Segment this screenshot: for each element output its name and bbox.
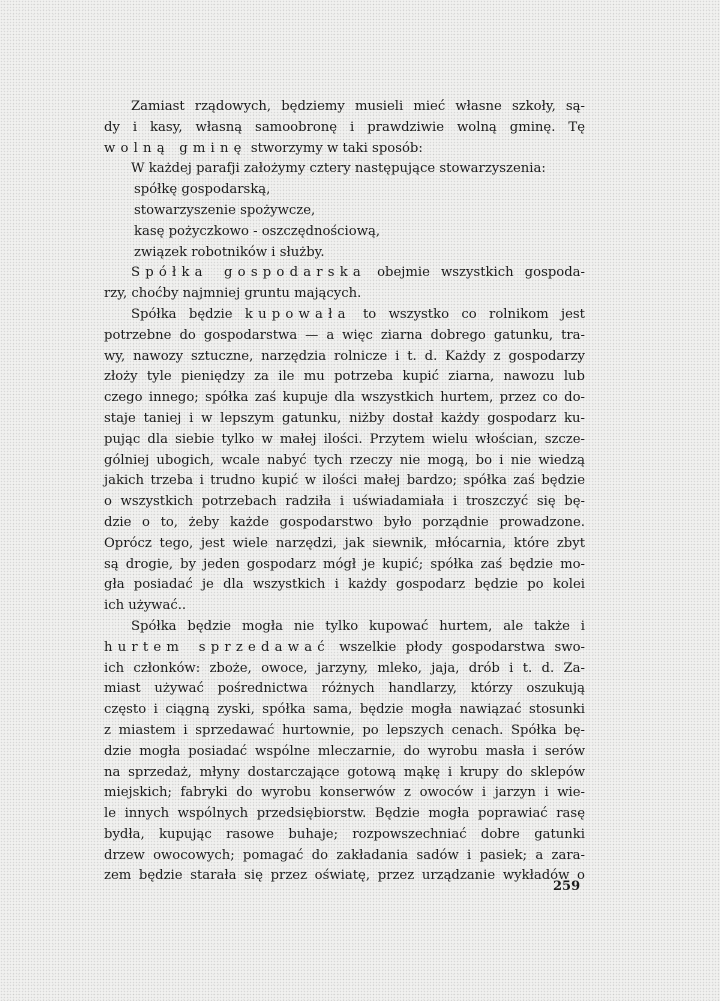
text-span: dzie mogła posiadać wspólne mleczarnie, do wyrobu masła i serów xyxy=(104,743,585,759)
page-text-block xyxy=(104,97,585,887)
text-span: Oprócz tego, jest wiele narzędzi, jak siewnik, młócarnia, które zbyt xyxy=(104,535,585,551)
paragraph-line xyxy=(104,763,585,784)
paragraph-line xyxy=(104,866,585,887)
text-span: o wszystkich potrzebach radziła i uświadamiała i troszczyć się bę- xyxy=(104,494,585,510)
text-span: często i ciągną zyski, spółka sama, będzie mogła nawiązać stosunki xyxy=(104,702,585,718)
paragraph-line xyxy=(104,700,585,721)
list-item xyxy=(104,201,585,222)
paragraph-line xyxy=(104,305,585,326)
paragraph-line xyxy=(104,388,585,409)
text-span: rzy, choćby najmniej gruntu mających. xyxy=(104,286,362,302)
paragraph-line xyxy=(104,679,585,700)
paragraph-line xyxy=(104,555,585,576)
text-span: dy i kasy, własną samoobronę i prawdziwie wolną gminę. Tę xyxy=(104,119,585,135)
paragraph-line xyxy=(104,596,585,617)
paragraph-line xyxy=(104,471,585,492)
text-span: gła posiadać je dla wszystkich i każdy gospodarz będzie po kolei xyxy=(104,577,585,593)
text-span: drzew owocowych; pomagać do zakładania sadów i pasiek; a zara- xyxy=(104,847,585,863)
paragraph-line xyxy=(104,534,585,555)
text-span: bydła, kupując rasowe buhaje; rozpowszechniać dobre gatunki xyxy=(104,826,585,842)
paragraph-line xyxy=(104,804,585,825)
text-span: związek robotników i służby. xyxy=(134,244,325,260)
text-span: na sprzedaż, młyny dostarczające gotową mąkę i krupy do sklepów xyxy=(104,764,585,780)
text-span: wy, nawozy sztuczne, narzędzia rolnicze i t. d. Każdy z gospodarzy xyxy=(104,348,585,364)
text-span: jakich trzeba i trudno kupić w ilości małej bardzo; spółka zaś będzie xyxy=(104,473,585,489)
paragraph-line xyxy=(104,263,585,284)
text-span: ich używać.. xyxy=(104,598,187,614)
paragraph-line xyxy=(104,617,585,638)
text-span: Zamiast rządowych, będziemy musieli mieć własne szkoły, są- xyxy=(131,99,585,114)
text-span: Spółka będzie xyxy=(131,306,233,322)
text-span: pując dla siebie tylko w małej ilości. Przytem wielu włościan, szcze- xyxy=(104,431,585,447)
spaced-emphasis: Spółka gospodarska xyxy=(131,265,366,281)
paragraph-line xyxy=(104,159,585,180)
paragraph-line xyxy=(104,367,585,388)
text-span: potrzebne do gospodarstwa — a więc ziarna dobrego gatunku, tra- xyxy=(104,327,585,343)
paragraph-line xyxy=(104,721,585,742)
paragraph-line xyxy=(104,139,585,160)
list-item xyxy=(104,243,585,264)
paragraph-line xyxy=(104,742,585,763)
text-span: złoży tyle pieniędzy za ile mu potrzeba kupić ziarna, nawozu lub xyxy=(104,369,585,385)
paragraph-line xyxy=(104,430,585,451)
text-span: czego innego; spółka zaś kupuje dla wszystkich hurtem, przez co do- xyxy=(104,390,585,406)
spaced-emphasis: kupowała xyxy=(244,306,351,322)
spaced-emphasis: wolną gminę xyxy=(104,140,247,156)
text-span: dzie o to, żeby każde gospodarstwo było porządnie prowadzone. xyxy=(104,514,585,530)
paragraph-line xyxy=(104,575,585,596)
text-span: wszelkie płody gospodarstwa swo- xyxy=(339,639,585,655)
text-span: miast używać pośrednictwa różnych handlarzy, którzy oszukują xyxy=(104,681,585,697)
text-span: zem będzie starała się przez oświatę, przez urządzanie wykładów o xyxy=(104,868,585,884)
text-span: spółkę gospodarską, xyxy=(134,182,271,198)
paragraph-line xyxy=(104,513,585,534)
text-span: stowarzyszenie spożywcze, xyxy=(134,202,316,218)
paragraph-line xyxy=(104,638,585,659)
spaced-emphasis: hurtem sprzedawać xyxy=(104,639,330,655)
text-span: stworzymy w taki sposób: xyxy=(250,140,423,156)
text-span: z miastem i sprzedawać hurtownie, po lepszych cenach. Spółka bę- xyxy=(104,722,585,738)
text-span: Spółka będzie mogła nie tylko kupować hurtem, ale także i xyxy=(131,618,585,634)
text-span: obejmie wszystkich gospoda- xyxy=(377,265,585,281)
paragraph-line xyxy=(104,492,585,513)
paragraph-line xyxy=(104,118,585,139)
text-span: le innych wspólnych przedsiębiorstw. Będzie mogła poprawiać rasę xyxy=(104,806,585,822)
paragraph-line xyxy=(104,326,585,347)
text-span: ich członków: zboże, owoce, jarzyny, mleko, jaja, drób i t. d. Za- xyxy=(104,660,585,676)
paragraph-line xyxy=(104,284,585,305)
paragraph-line xyxy=(104,409,585,430)
text-span: W każdej parafji założymy cztery następujące stowarzyszenia: xyxy=(131,161,546,177)
paragraph-line xyxy=(104,846,585,867)
list-item xyxy=(104,222,585,243)
text-span: miejskich; fabryki do wyrobu konserwów z owoców i jarzyn i wie- xyxy=(104,785,585,801)
page-number: 259 xyxy=(553,879,581,894)
text-span: staje taniej i w lepszym gatunku, niżby dostał każdy gospodarz ku- xyxy=(104,410,585,426)
text-span: gólniej ubogich, wcale nabyć tych rzeczy nie mogą, bo i nie wiedzą xyxy=(104,452,585,468)
list-item xyxy=(104,180,585,201)
paragraph-line xyxy=(104,783,585,804)
paragraph-line xyxy=(104,825,585,846)
paragraph-line xyxy=(104,659,585,680)
paragraph-line xyxy=(104,451,585,472)
text-span: kasę pożyczkowo - oszczędnościową, xyxy=(134,223,381,239)
paragraph-line xyxy=(104,347,585,368)
paragraph-line xyxy=(104,97,585,118)
text-span: to wszystko co rolnikom jest xyxy=(363,306,585,322)
text-span: są drogie, by jeden gospodarz mógł je kupić; spółka zaś będzie mo- xyxy=(104,556,585,572)
